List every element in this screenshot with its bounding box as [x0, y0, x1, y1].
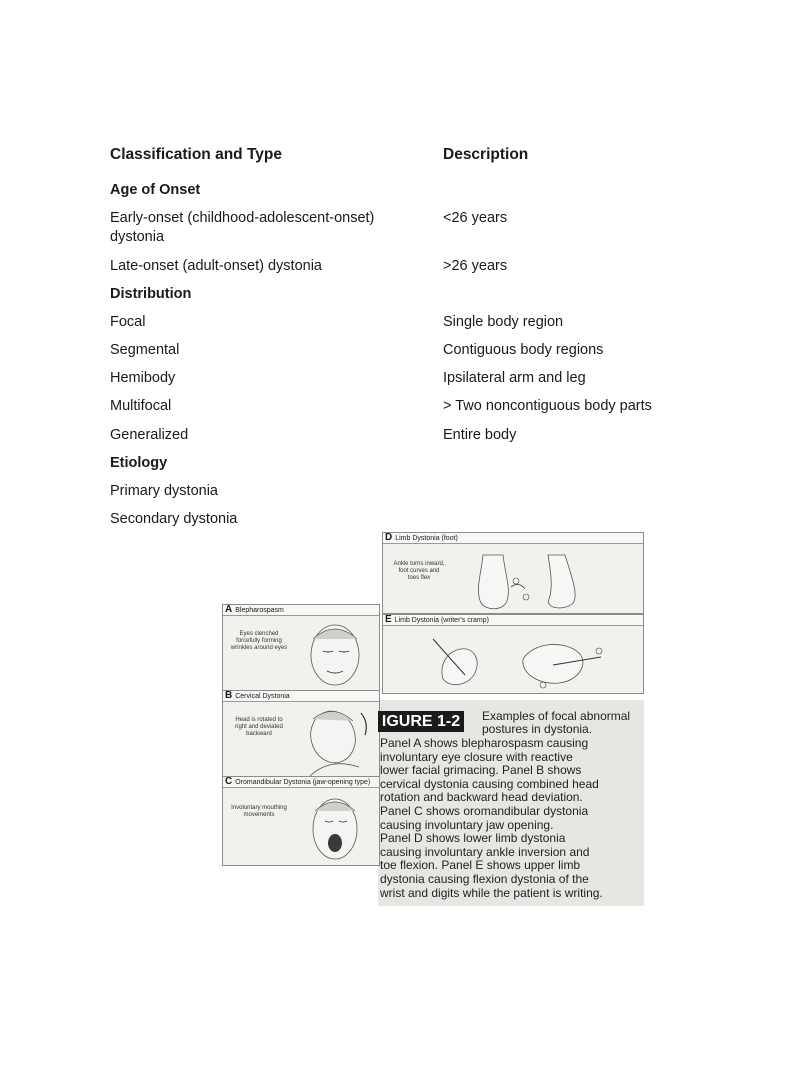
panel-note: Involuntary mouthing movements: [231, 805, 287, 818]
caption-line: Panel A shows blepharospasm causing: [380, 736, 589, 750]
figure-title: Examples of focal abnormal postures in dystonia.: [482, 709, 631, 736]
row-type: Secondary dystonia: [110, 511, 238, 527]
panel-label: B Cervical Dystonia: [223, 691, 380, 702]
section-title: Etiology: [110, 455, 168, 471]
panel-label: E Limb Dystonia (writer's cramp): [383, 615, 644, 626]
panel-c: [222, 776, 380, 866]
row-type: Generalized: [110, 427, 189, 443]
face-blepharospasm-illustration: [295, 617, 379, 691]
panel-label: A Blepharospasm: [223, 605, 380, 616]
row-desc: Ipsilateral arm and leg: [443, 370, 586, 386]
row-desc: Entire body: [443, 427, 517, 443]
caption-line: involuntary eye closure with reactive: [380, 749, 573, 764]
panel-a: [222, 604, 380, 692]
figure-tag: IGURE 1-2: [378, 711, 464, 732]
row-desc: Single body region: [443, 314, 564, 330]
hands-writing-illustration: [403, 629, 633, 691]
caption-line: wrist and digits while the patient is writing.: [380, 885, 603, 900]
row-type: Segmental: [110, 342, 180, 358]
panel-label: C Oromandibular Dystonia (jaw-opening type): [223, 777, 380, 788]
panel-label: D Limb Dystonia (foot): [383, 533, 644, 544]
row-desc: > Two noncontiguous body parts: [443, 398, 652, 414]
section-title: Age of Onset: [110, 182, 201, 198]
panel-note: Head is rotated to right and deviated backward: [235, 717, 283, 737]
header-description: Description: [443, 146, 529, 163]
caption-line: cervical dystonia causing combined head: [380, 776, 599, 791]
header-classification: Classification and Type: [110, 146, 282, 163]
row-desc: <26 years: [443, 210, 508, 226]
row-type: Primary dystonia: [110, 483, 218, 499]
row-type: Focal: [110, 314, 146, 330]
caption-line: rotation and backward head deviation.: [380, 790, 583, 805]
row-desc: >26 years: [443, 258, 508, 274]
feet-illustration: [453, 545, 638, 611]
face-oromandibular-illustration: [295, 789, 379, 865]
caption-line: Panel C shows oromandibular dystonia: [380, 804, 589, 818]
caption-line: causing involuntary jaw opening.: [380, 817, 554, 832]
caption-line: dystonia causing flexion dystonia of the: [380, 872, 589, 886]
panel-note: Eyes clenched forcefully forming wrinkles around eyes: [230, 631, 288, 651]
face-cervical-dystonia-illustration: [287, 703, 377, 777]
row-type: Hemibody: [110, 370, 176, 386]
caption-line: toe flexion. Panel E shows upper limb: [380, 858, 581, 873]
caption-line: lower facial grimacing. Panel B shows: [380, 763, 582, 778]
panel-note: Ankle turns inward, foot curves and toes flex: [393, 561, 445, 581]
panel-d: [382, 532, 644, 614]
panel-e: [382, 614, 644, 694]
caption-line: Panel D shows lower limb dystonia: [380, 831, 566, 846]
row-desc: Contiguous body regions: [443, 342, 604, 358]
row-type: Late-onset (adult-onset) dystonia: [110, 258, 322, 274]
row-type: Early-onset (childhood-adolescent-onset) dystonia: [110, 210, 375, 245]
panel-b: [222, 690, 380, 778]
section-title: Distribution: [110, 286, 192, 302]
caption-line: causing involuntary ankle inversion and: [380, 844, 590, 859]
row-type: Multifocal: [110, 398, 172, 414]
